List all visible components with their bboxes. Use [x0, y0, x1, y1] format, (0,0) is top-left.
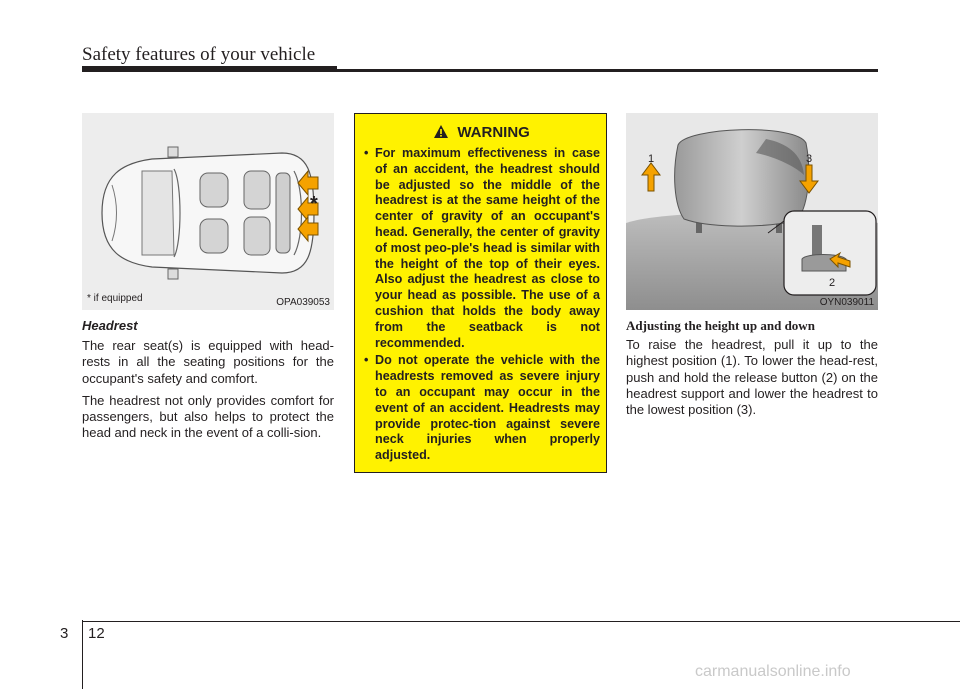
section-heading: Adjusting the height up and down: [626, 318, 815, 333]
warning-title: WARNING: [457, 124, 530, 141]
header-title: Safety features of your vehicle: [82, 44, 316, 65]
equipped-star: *: [310, 193, 318, 215]
car-top-view-illustration: [82, 113, 334, 310]
callout-1: 1: [648, 153, 655, 165]
figure-code: OPA039053: [276, 297, 330, 308]
callout-3: 3: [806, 153, 813, 165]
page-number: 12: [88, 625, 105, 642]
paragraph: The headrest not only provides comfort for passengers, but also helps to protect the head and neck in the event of a colli-sion.: [82, 392, 334, 441]
headrest-section: [82, 318, 334, 447]
headrest-illustration: [626, 113, 878, 310]
callout-2: 2: [829, 277, 836, 289]
section-heading: Headrest: [82, 318, 138, 333]
header-rule-accent: [82, 66, 337, 72]
footer-divider: [82, 620, 83, 689]
paragraph: The rear seat(s) is equipped with head-rests in all the seating positions for the occupant's safety and comfort.: [82, 338, 334, 386]
paragraph: To raise the headrest, pull it up to the highest position (1). To lower the head-rest, push and hold the release button (2) on the headrest support and lower the headrest to the lowest position (3).: [626, 337, 878, 418]
warning-header: [355, 124, 608, 141]
warning-box: [354, 113, 607, 473]
warning-list: [364, 146, 600, 466]
car-seating-figure: [82, 113, 334, 310]
warning-item: • Do not operate the vehicle with the headrests removed as severe injury to an occupant may occur in the event of an accident. Headrests may provide protec-tion against severe neck injuries when properly adjusted.: [364, 353, 600, 463]
watermark: carmanualsonline.info: [695, 663, 851, 680]
figure-code: OYN039011: [819, 297, 874, 308]
figure-note: * if equipped: [87, 293, 143, 304]
warning-triangle-icon: [433, 124, 449, 139]
warning-item: • For maximum effectiveness in case of an accident, the headrest should be adjusted so the middle of the headrest is at the same height of the center of gravity of an occupant's head. Generally, the center of gravity of most peo-ple's head is similar with the height of the top of their eyes. Also adjust the headrest as close to your head as possible. The use of a cushion that holds the body away from the seatback is not recommended.: [364, 146, 600, 350]
chapter-number: 3: [60, 625, 69, 642]
adjusting-section: [626, 318, 878, 424]
headrest-figure: [626, 113, 878, 310]
footer-rule: [82, 621, 960, 622]
